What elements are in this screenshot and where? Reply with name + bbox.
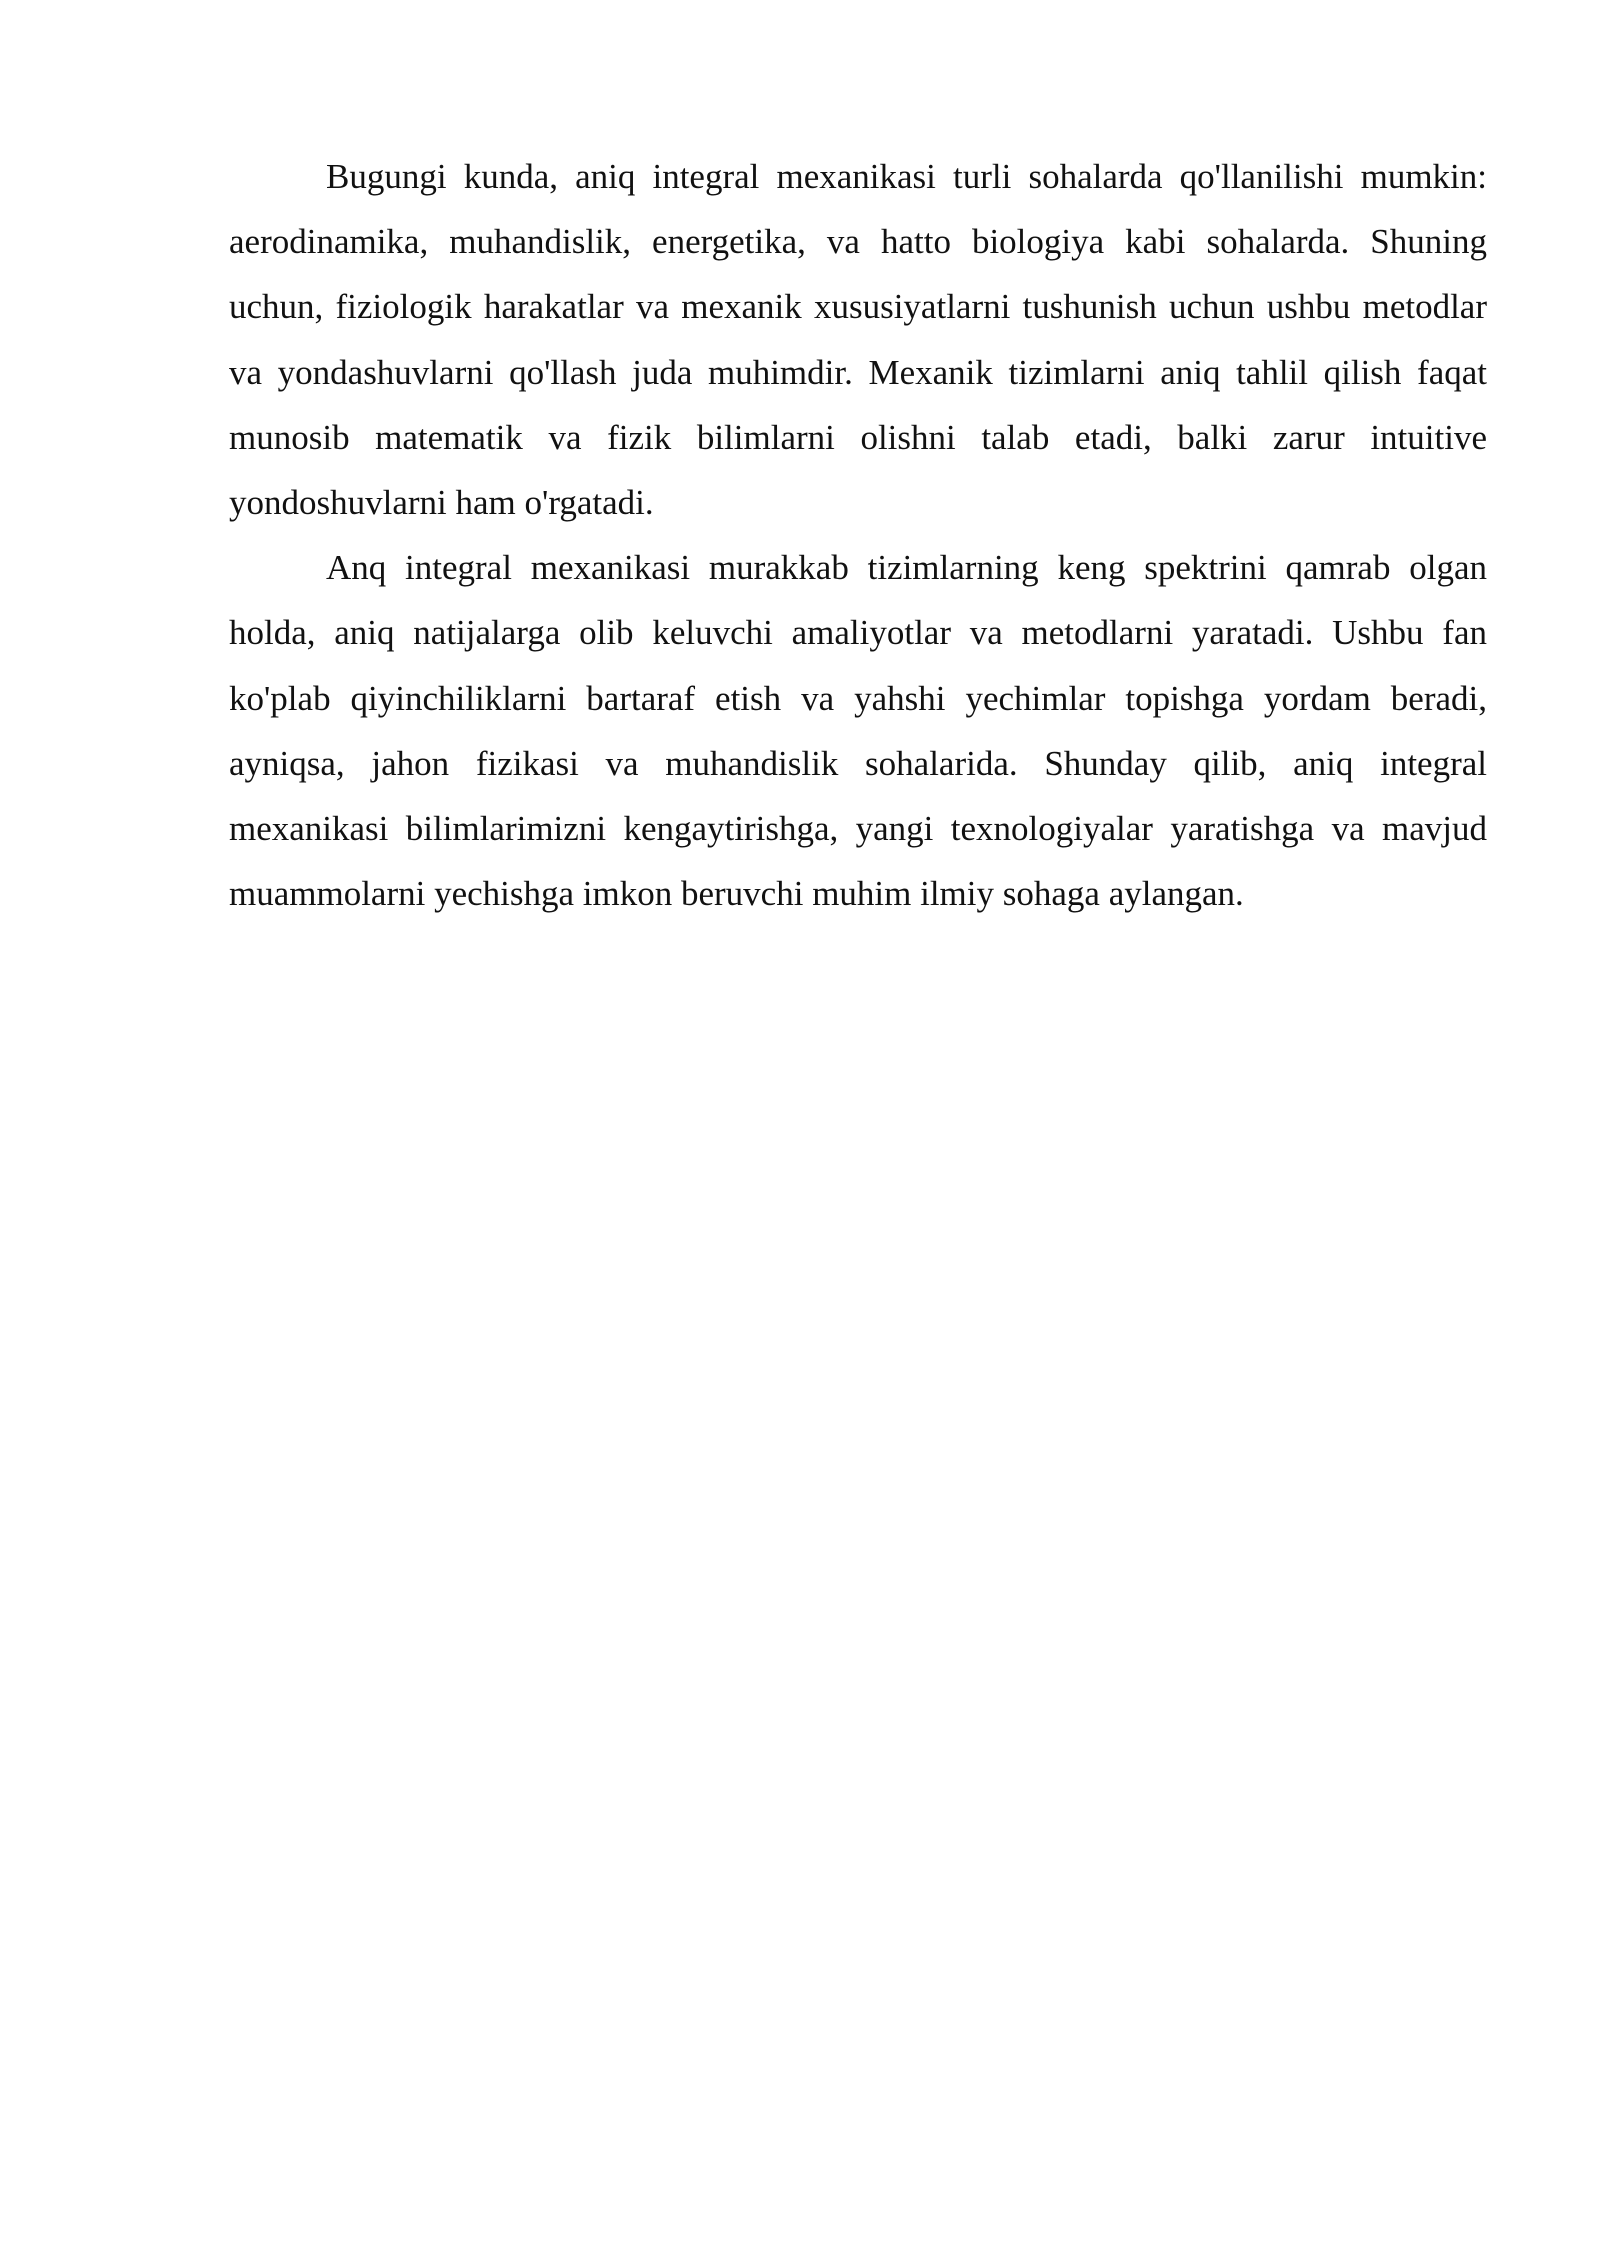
document-body <box>229 144 1487 926</box>
paragraph-2: Anq integral mexanikasi murakkab tizimlarning keng spektrini qamrab olgan holda, aniq natijalarga olib keluvchi amaliyotlar va metodlarni yaratadi. Ushbu fan ko'plab qiyinchiliklarni bartaraf etish va yahshi yechimlar topishga yordam beradi, ayniqsa, jahon fizikasi va muhandislik sohalarida. Shunday qilib, aniq integral mexanikasi bilimlarimizni kengaytirishga, yangi texnologiyalar yaratishga va mavjud muammolarni yechishga imkon beruvchi muhim ilmiy sohaga aylangan. <box>229 548 1487 914</box>
paragraph-1: Bugungi kunda, aniq integral mexanikasi turli sohalarda qo'llanilishi mumkin: aerodinamika, muhandislik, energetika, va hatto biologiya kabi sohalarda. Shuning uchun, fiziologik harakatlar va mexanik xususiyatlarni tushunish uchun ushbu metodlar va yondashuvlarni qo'llash juda muhimdir. Mexanik tizimlarni aniq tahlil qilish faqat munosib matematik va fizik bilimlarni olishni talab etadi, balki zarur intuitive yondoshuvlarni ham o'rgatadi. <box>229 157 1487 523</box>
